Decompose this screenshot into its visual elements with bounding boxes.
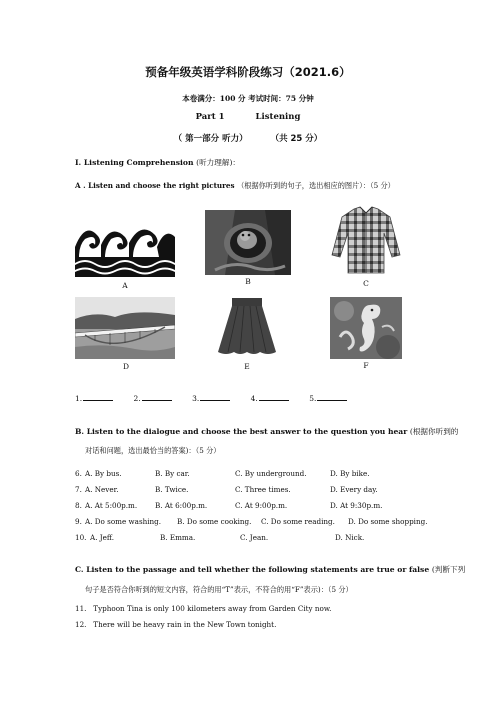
- blank-2[interactable]: [142, 393, 172, 401]
- section-a-heading: [75, 181, 395, 191]
- answer-option[interactable]: C. At 9:00p.m.: [235, 501, 288, 510]
- picture-b-label: B: [245, 277, 251, 286]
- answer-blanks: [75, 393, 365, 403]
- question-row: [75, 517, 428, 526]
- blank-5-number: 5.: [309, 394, 317, 403]
- blank-2-number: 2.: [133, 394, 141, 403]
- section-c-title: C. Listen to the passage and tell whether the following statements are true or false: [75, 565, 430, 574]
- section-b-title-cn-1: (根据你听到的: [409, 427, 459, 436]
- section-c-heading-cn: 句子是否符合你听到的短文内容，符合的用“T”表示，不符合的用“F”表示)：（5 分）: [85, 585, 353, 594]
- answer-option[interactable]: D. By bike.: [330, 469, 370, 478]
- picture-d-label: D: [122, 362, 129, 371]
- answer-option[interactable]: B. Twice.: [155, 485, 189, 494]
- answer-option[interactable]: C. Three times.: [235, 485, 291, 494]
- statement-number: 11.: [75, 604, 87, 613]
- answer-option[interactable]: A. Do some washing.: [85, 517, 162, 526]
- part-heading-cn: [0, 132, 496, 144]
- answer-option[interactable]: B. At 6:00p.m.: [155, 501, 208, 510]
- bridge-icon: [75, 297, 175, 359]
- plaid-shirt-icon: [330, 205, 402, 275]
- section-i-heading: [75, 157, 240, 168]
- picture-c-label: C: [363, 279, 369, 288]
- picture-d-bridge: [75, 297, 175, 359]
- part-name-cn: （ 第一部分 听力）: [173, 134, 248, 144]
- blank-4-number: 4.: [250, 394, 258, 403]
- statement-text: Typhoon Tina is only 100 kilometers away from Garden City now.: [93, 604, 332, 613]
- statement-11: [75, 604, 331, 613]
- part-points: （共 25 分）: [270, 134, 323, 144]
- section-a-title-cn: （根据你听到的句子，选出相应的图片）：（5 分）: [237, 181, 395, 190]
- question-number: 7.: [75, 485, 82, 494]
- picture-a-label: A: [122, 281, 128, 290]
- section-i-title-cn: (听力理解)：: [196, 158, 241, 167]
- answer-option[interactable]: A. Jeff.: [90, 533, 115, 542]
- section-c-heading: [75, 564, 465, 575]
- section-a-title: A . Listen and choose the right pictures: [75, 181, 235, 190]
- answer-option[interactable]: D. Every day.: [330, 485, 378, 494]
- answer-option[interactable]: B. By car.: [155, 469, 190, 478]
- skirt-icon: [214, 296, 280, 358]
- picture-f-label: F: [363, 361, 369, 370]
- blank-3-number: 3.: [192, 394, 200, 403]
- waves-icon: [75, 217, 175, 277]
- answer-option[interactable]: D. Nick.: [335, 533, 365, 542]
- picture-a-waves: [75, 217, 175, 277]
- part-number: Part 1: [195, 112, 225, 122]
- seahorse-icon: [330, 297, 402, 359]
- question-number: 6.: [75, 469, 82, 478]
- picture-b-squirrel: [205, 210, 291, 275]
- blank-4[interactable]: [259, 393, 289, 401]
- squirrel-in-tree-icon: [205, 210, 291, 275]
- part-heading: [0, 112, 496, 122]
- blank-5[interactable]: [317, 393, 347, 401]
- picture-e-skirt: [214, 296, 280, 358]
- question-number: 8.: [75, 501, 82, 510]
- question-number: 9.: [75, 517, 82, 526]
- paper-title: 预备年级英语学科阶段练习（2021.6）: [145, 65, 351, 79]
- answer-option[interactable]: D. At 9:30p.m.: [330, 501, 383, 510]
- picture-c-shirt: [330, 205, 402, 275]
- picture-e-label: E: [244, 362, 250, 371]
- blank-3[interactable]: [200, 393, 230, 401]
- statement-number: 12.: [75, 620, 87, 629]
- question-row: [75, 485, 378, 494]
- blank-1[interactable]: [83, 393, 113, 401]
- section-b-heading-cn: 对话和问题，选出最恰当的答案)：（5 分）: [85, 446, 221, 455]
- answer-option[interactable]: C. By underground.: [235, 469, 307, 478]
- answer-option[interactable]: C. Do some reading.: [261, 517, 335, 526]
- part-name: Listening: [255, 112, 301, 122]
- answer-option[interactable]: C. Jean.: [240, 533, 269, 542]
- answer-option[interactable]: D. Do some shopping.: [348, 517, 428, 526]
- score-and-time: 本卷满分：100 分 考试时间：75 分钟: [182, 94, 314, 103]
- question-number: 10.: [75, 533, 87, 542]
- statement-text: There will be heavy rain in the New Town tonight.: [93, 620, 277, 629]
- question-row: [75, 469, 370, 478]
- statement-12: [75, 620, 276, 629]
- question-row: [75, 533, 365, 542]
- answer-option[interactable]: B. Do some cooking.: [177, 517, 252, 526]
- answer-option[interactable]: A. By bus.: [85, 469, 122, 478]
- section-b-title: B. Listen to the dialogue and choose the best answer to the question you hear: [75, 427, 408, 436]
- answer-option[interactable]: A. At 5:00p.m.: [85, 501, 138, 510]
- section-b-heading: [75, 426, 458, 437]
- question-row: [75, 501, 383, 510]
- picture-f-seahorse: [330, 297, 402, 359]
- answer-option[interactable]: B. Emma.: [160, 533, 196, 542]
- answer-option[interactable]: A. Never.: [85, 485, 119, 494]
- blank-1-number: 1.: [75, 394, 83, 403]
- section-c-title-cn-1: (判断下列: [431, 565, 466, 574]
- section-i-title: I. Listening Comprehension: [75, 158, 194, 167]
